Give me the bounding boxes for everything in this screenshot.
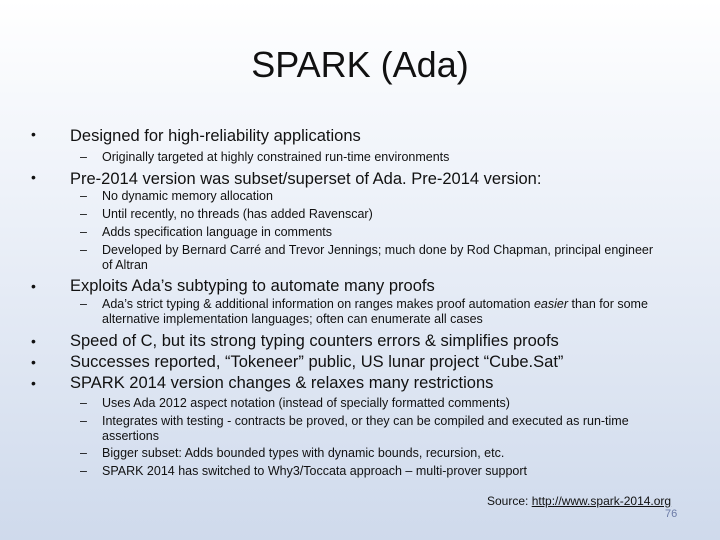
- sub-bullet-text: Originally targeted at highly constrained run-time environments: [102, 150, 450, 164]
- sub-bullet-text-part: Ada’s strict typing & additional information on ranges makes proof automation: [102, 297, 534, 311]
- sub-bullet-text: [102, 297, 687, 327]
- dash-marker: –: [80, 464, 87, 478]
- sub-bullet-text: Uses Ada 2012 aspect notation (instead of specially formatted comments): [102, 396, 510, 410]
- page-number: 76: [665, 508, 678, 520]
- dash-marker: –: [80, 225, 87, 239]
- source-label: Source:: [487, 494, 532, 508]
- dash-marker: –: [80, 414, 87, 428]
- bullet-text: Exploits Ada’s subtyping to automate many proofs: [70, 277, 435, 295]
- bullet-text: Pre-2014 version was subset/superset of Ada. Pre-2014 version:: [70, 170, 542, 188]
- sub-bullet-text-part: than for some alternative implementation languages; often can enumerate all cases: [102, 297, 648, 326]
- dash-marker: –: [80, 396, 87, 410]
- sub-bullet-text: Integrates with testing - contracts be proved, or they can be compiled and executed as run-time assertions: [102, 414, 629, 443]
- source-link[interactable]: http://www.spark-2014.org: [531, 494, 672, 508]
- bullet-marker: •: [31, 169, 36, 185]
- bullet-marker: •: [31, 354, 36, 370]
- bullet-marker: •: [31, 333, 36, 349]
- sub-bullet-text: SPARK 2014 has switched to Why3/Toccata approach – multi-prover support: [102, 464, 527, 478]
- bullet-marker: •: [31, 375, 36, 391]
- emphasis-text: easier: [533, 297, 568, 311]
- sub-bullet-text: Developed by Bernard Carré and Trevor Jennings; much done by Rod Chapman, principal engineer of Altran: [102, 243, 654, 272]
- sub-bullet-text: Adds specification language in comments: [102, 225, 332, 239]
- dash-marker: –: [80, 150, 87, 164]
- dash-marker: –: [80, 297, 87, 311]
- bullet-text: SPARK 2014 version changes & relaxes many restrictions: [70, 374, 494, 392]
- dash-marker: –: [80, 446, 87, 460]
- dash-marker: –: [80, 207, 87, 221]
- dash-marker: –: [80, 243, 87, 257]
- dash-marker: –: [80, 189, 87, 203]
- bullet-text: Designed for high-reliability applications: [70, 127, 361, 145]
- sub-bullet-text: No dynamic memory allocation: [102, 189, 273, 203]
- sub-bullet-text: Until recently, no threads (has added Ravenscar): [102, 207, 373, 221]
- bullet-text: Successes reported, “Tokeneer” public, US lunar project “Cube.Sat”: [70, 353, 564, 371]
- bullet-marker: •: [31, 126, 36, 142]
- bullet-text: Speed of C, but its strong typing counters errors & simplifies proofs: [70, 332, 559, 350]
- slide-title: SPARK (Ada): [251, 44, 469, 85]
- source-citation: [487, 494, 671, 508]
- bullet-marker: •: [31, 278, 36, 294]
- sub-bullet-text: Bigger subset: Adds bounded types with dynamic bounds, recursion, etc.: [102, 446, 505, 460]
